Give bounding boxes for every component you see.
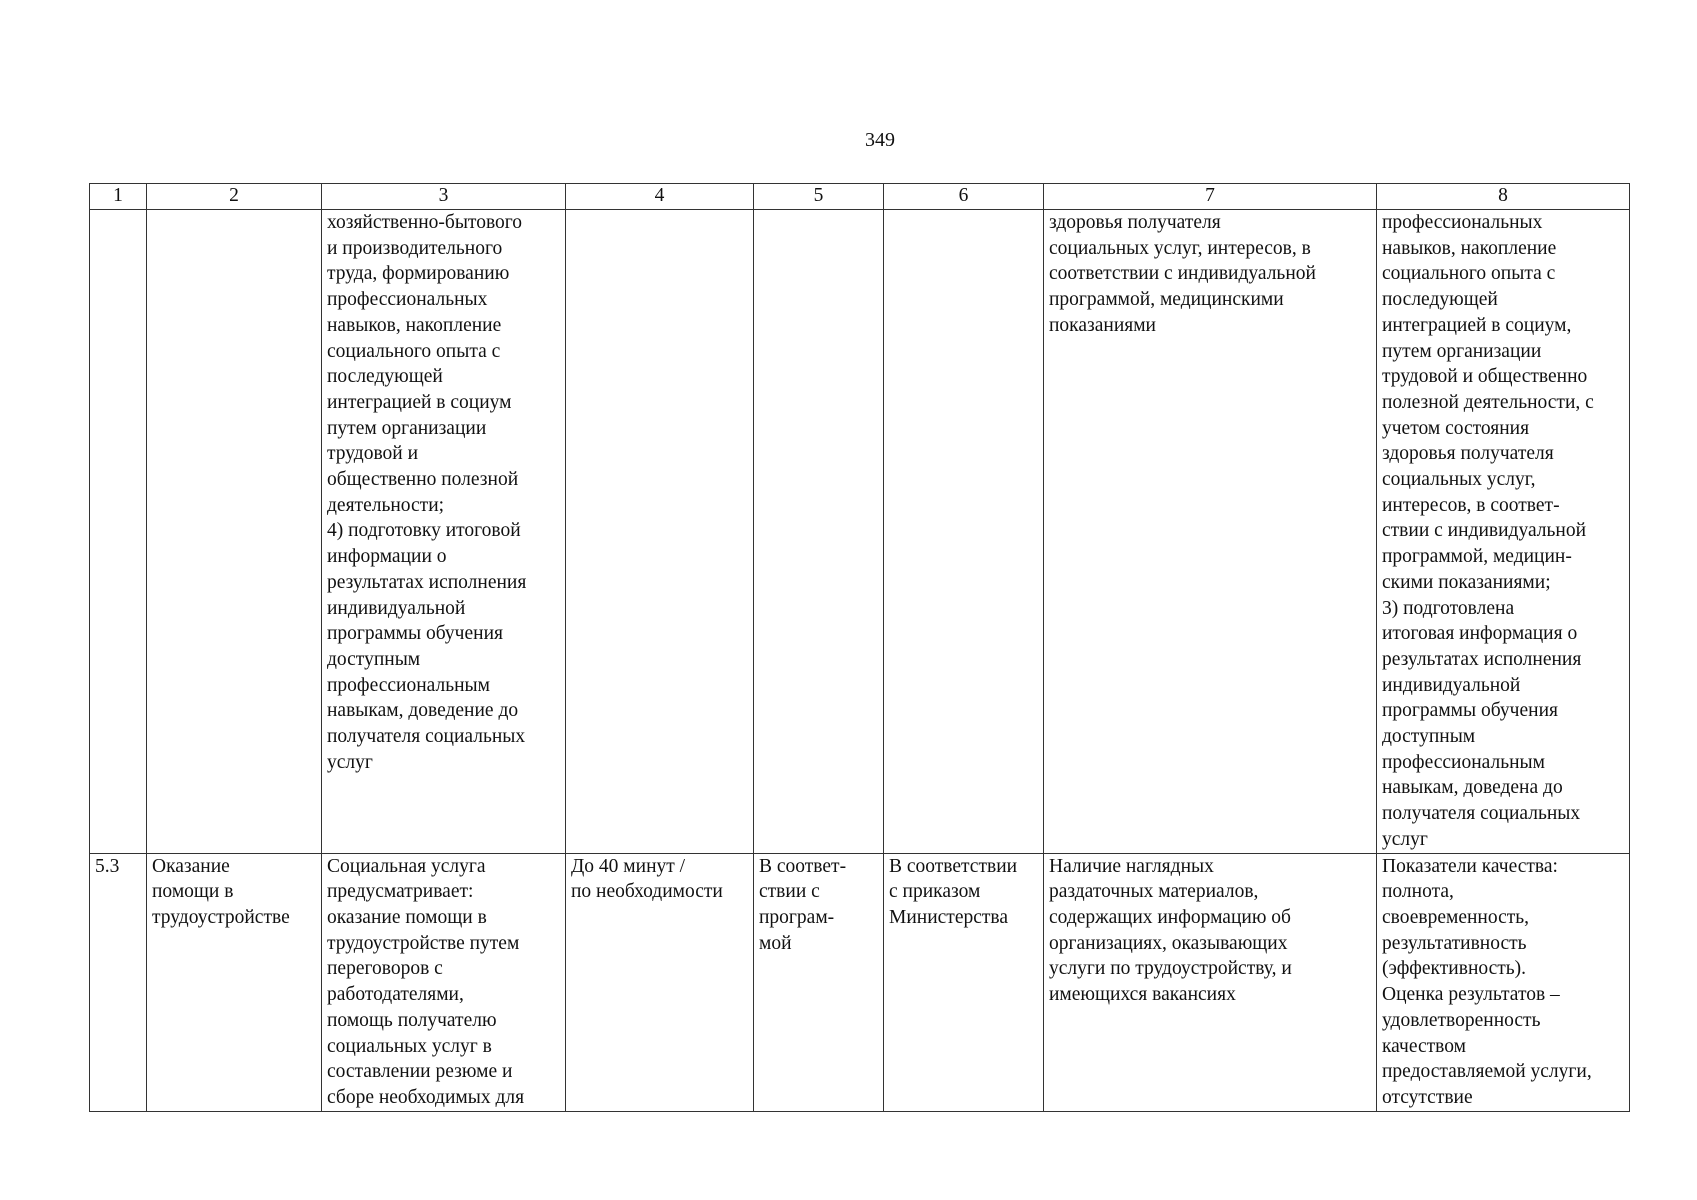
cell-service-name: Оказание помощи в трудоустройстве: [147, 853, 322, 1111]
cell-periodicity: [754, 210, 884, 854]
cell-service-name: [147, 210, 322, 854]
cell-conditions: здоровья получателя социальных услуг, интересов, в соответствии с индивидуальной программой, медицинскими показаниями: [1044, 210, 1377, 854]
cell-service-description: Социальная услуга предусматривает: оказание помощи в трудоустройстве путем переговоров с работодателями, помощь получателю социальных услуг в составлении резюме и сборе необходимых для: [322, 853, 566, 1111]
table-row: [90, 210, 1630, 854]
services-table: [89, 183, 1630, 1112]
table-header-row: [90, 184, 1630, 210]
cell-number: 5.3: [90, 853, 147, 1111]
table-row: [90, 853, 1630, 1111]
cell-duration: [566, 210, 754, 854]
cell-conditions: Наличие наглядных раздаточных материалов, содержащих информацию об организациях, оказывающих услуги по трудоустройству, и имеющихся вакансиях: [1044, 853, 1377, 1111]
cell-duration: До 40 минут / по необходимости: [566, 853, 754, 1111]
cell-tariff: [884, 210, 1044, 854]
page-number: 349: [865, 129, 895, 151]
column-number-1: 1: [90, 184, 147, 210]
cell-quality-indicators: профессиональных навыков, накопление социального опыта с последующей интеграцией в социум, путем организации трудовой и общественно полезной деятельности, с учетом состояния здоровья получателя социальных услуг, интересов, в соответ- ствии с индивидуальной программой, медицин- скими показаниями; 3) подготовлена итоговая информация о результатах исполнения индивидуальной программы обучения доступным профессиональным навыкам, доведена до получателя социальных услуг: [1377, 210, 1630, 854]
column-number-2: 2: [147, 184, 322, 210]
cell-periodicity: В соответ- ствии с програм- мой: [754, 853, 884, 1111]
cell-number: [90, 210, 147, 854]
cell-tariff: В соответствии с приказом Министерства: [884, 853, 1044, 1111]
cell-quality-indicators: Показатели качества: полнота, своевременность, результативность (эффективность). Оценка результатов – удовлетворенность качеством предоставляемой услуги, отсутствие: [1377, 853, 1630, 1111]
cell-service-description: хозяйственно-бытового и производительного труда, формированию профессиональных навыков, накопление социального опыта с последующей интеграцией в социум путем организации трудовой и общественно полезной деятельности; 4) подготовку итоговой информации о результатах исполнения индивидуальной программы обучения доступным профессиональным навыкам, доведение до получателя социальных услуг: [322, 210, 566, 854]
column-number-5: 5: [754, 184, 884, 210]
column-number-7: 7: [1044, 184, 1377, 210]
column-number-4: 4: [566, 184, 754, 210]
column-number-8: 8: [1377, 184, 1630, 210]
column-number-3: 3: [322, 184, 566, 210]
column-number-6: 6: [884, 184, 1044, 210]
